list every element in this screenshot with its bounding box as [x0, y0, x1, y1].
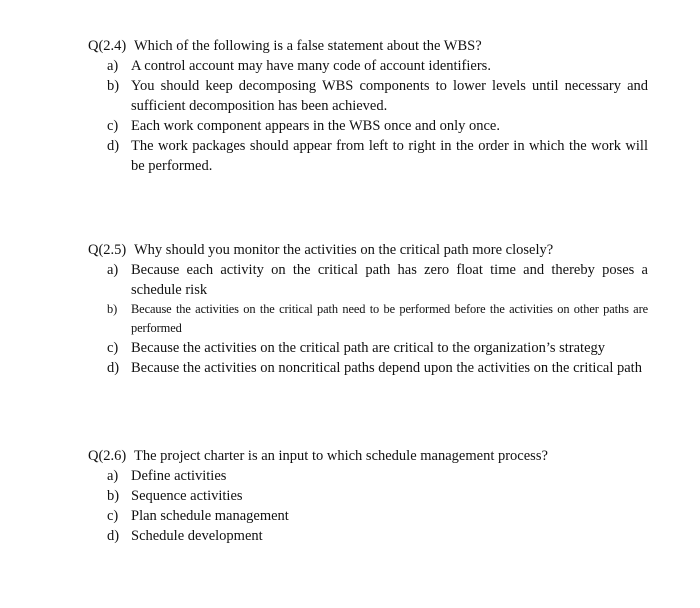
option-text: Because the activities on the critical path need to be performed before the activities on other paths are performed: [131, 302, 648, 335]
question-heading: [88, 446, 648, 466]
question-2-4: [88, 36, 648, 176]
option-a: [88, 56, 648, 76]
option-text: Because the activities on noncritical paths depend upon the activities on the critical path: [131, 360, 642, 376]
option-letter: a): [107, 468, 119, 484]
option-letter: d): [107, 528, 120, 544]
option-text: Sequence activities: [131, 488, 243, 504]
option-c: [88, 506, 648, 526]
option-a: [88, 260, 648, 300]
option-text: Each work component appears in the WBS once and only once.: [131, 118, 500, 134]
question-2-6: [88, 446, 648, 546]
option-text: Because each activity on the critical path has zero float time and thereby poses a schedule risk: [131, 262, 648, 298]
question-number: Q(2.4): [88, 38, 127, 54]
option-b: [88, 486, 648, 506]
option-letter: c): [107, 118, 119, 134]
question-heading: [88, 240, 648, 260]
option-letter: d): [107, 138, 120, 154]
option-text: Plan schedule management: [131, 508, 289, 524]
option-text: Schedule development: [131, 528, 263, 544]
option-letter: a): [107, 58, 119, 74]
question-text: Which of the following is a false statement about the WBS?: [134, 38, 482, 54]
option-c: [88, 116, 648, 136]
option-letter: c): [107, 340, 119, 356]
option-b: [88, 300, 648, 338]
option-text: You should keep decomposing WBS components to lower levels until necessary and sufficient decomposition has been achieved.: [131, 78, 648, 114]
option-text: Because the activities on the critical path are critical to the organization’s strategy: [131, 340, 606, 356]
question-number: Q(2.5): [88, 242, 127, 258]
option-letter: c): [107, 508, 119, 524]
option-letter: b): [107, 302, 118, 316]
option-text: A control account may have many code of account identifiers.: [131, 58, 491, 74]
question-2-5: [88, 240, 648, 378]
option-letter: d): [107, 360, 120, 376]
option-text: The work packages should appear from left to right in the order in which the work will be performed.: [131, 138, 648, 174]
option-letter: a): [107, 262, 119, 278]
option-letter: b): [107, 78, 120, 94]
option-b: [88, 76, 648, 116]
question-text: Why should you monitor the activities on the critical path more closely?: [134, 242, 554, 258]
option-d: [88, 358, 648, 378]
option-letter: b): [107, 488, 120, 504]
option-c: [88, 338, 648, 358]
option-a: [88, 466, 648, 486]
option-d: [88, 136, 648, 176]
question-text: The project charter is an input to which schedule management process?: [134, 448, 548, 464]
option-d: [88, 526, 648, 546]
option-text: Define activities: [131, 468, 227, 484]
question-heading: [88, 36, 648, 56]
question-number: Q(2.6): [88, 448, 127, 464]
